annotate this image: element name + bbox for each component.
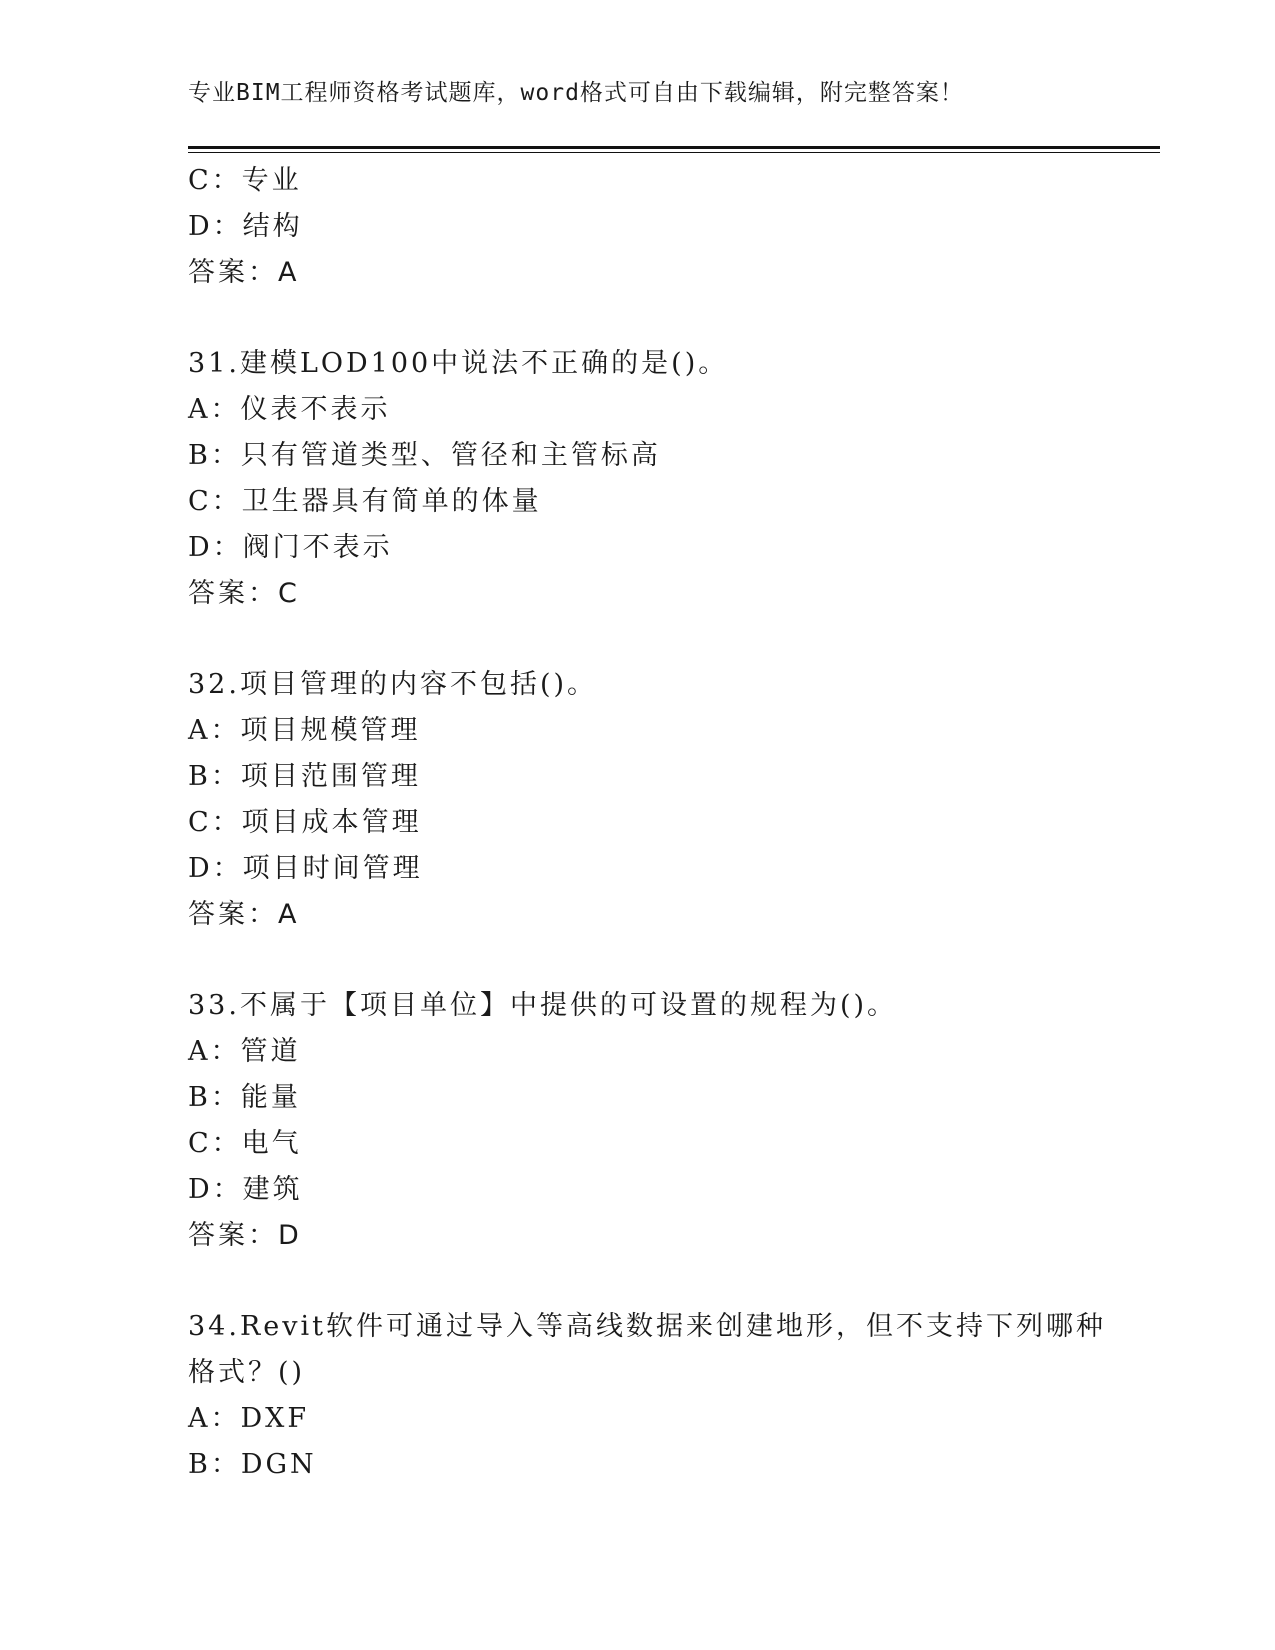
- option-text: 卫生器具有简单的体量: [241, 486, 542, 517]
- option-letter: C：: [188, 486, 242, 517]
- option-text: 能量: [240, 1082, 301, 1113]
- option-text: 建筑: [242, 1174, 303, 1205]
- spacer: [188, 1259, 1088, 1304]
- option-d: [188, 1167, 1088, 1213]
- option-text: 项目规模管理: [240, 715, 421, 746]
- option-a: [188, 708, 1088, 754]
- option-text: 阀门不表示: [242, 532, 393, 563]
- option-c: [188, 800, 1088, 846]
- option-letter: C：: [188, 807, 242, 838]
- option-text: 只有管道类型、管径和主管标高: [240, 440, 661, 471]
- option-letter: C：: [188, 1128, 242, 1159]
- option-letter: D：: [188, 853, 243, 884]
- option-text: 项目范围管理: [240, 761, 421, 792]
- spacer: [188, 617, 1088, 662]
- option-b: [188, 1075, 1088, 1121]
- option-text: DXF: [240, 1403, 310, 1434]
- option-letter: A：: [188, 394, 241, 425]
- option-c: [188, 158, 1088, 204]
- option-letter: A：: [188, 715, 241, 746]
- question-stem: 31.建模LOD100中说法不正确的是()。: [188, 348, 729, 379]
- option-a: [188, 1029, 1088, 1075]
- question-stem: 34.Revit软件可通过导入等高线数据来创建地形，但不支持下列哪种: [188, 1311, 1106, 1342]
- header-rule-thin: [188, 152, 1160, 153]
- option-letter: A：: [188, 1036, 241, 1067]
- header-rule-thick: [188, 146, 1160, 149]
- option-letter: B：: [188, 1082, 241, 1113]
- option-letter: D：: [188, 532, 243, 563]
- spacer: [188, 296, 1088, 341]
- option-text: 电气: [241, 1128, 302, 1159]
- question-stem: 32.项目管理的内容不包括()。: [188, 669, 598, 700]
- option-text: 结构: [242, 211, 303, 242]
- option-text: 项目时间管理: [242, 853, 423, 884]
- option-c: [188, 1121, 1088, 1167]
- option-text: 专业: [241, 165, 302, 196]
- option-d: [188, 525, 1088, 571]
- option-letter: B：: [188, 1449, 241, 1480]
- option-letter: C：: [188, 165, 242, 196]
- question-stem-continued: 格式？(): [188, 1357, 306, 1388]
- question-stem: 33.不属于【项目单位】中提供的可设置的规程为()。: [188, 990, 898, 1021]
- option-text: 仪表不表示: [240, 394, 391, 425]
- option-b: [188, 1442, 1088, 1488]
- option-b: [188, 754, 1088, 800]
- answer-line: 答案：A: [188, 257, 300, 288]
- option-d: [188, 204, 1088, 250]
- option-a: [188, 1396, 1088, 1442]
- option-a: [188, 387, 1088, 433]
- option-letter: B：: [188, 440, 241, 471]
- answer-line: 答案：D: [188, 1220, 302, 1251]
- option-letter: B：: [188, 761, 241, 792]
- option-text: 项目成本管理: [241, 807, 422, 838]
- option-letter: A：: [188, 1403, 241, 1434]
- option-d: [188, 846, 1088, 892]
- option-letter: D：: [188, 1174, 243, 1205]
- option-letter: D：: [188, 211, 243, 242]
- page-header: 专业BIM工程师资格考试题库，word格式可自由下载编辑，附完整答案！: [188, 80, 964, 106]
- option-c: [188, 479, 1088, 525]
- option-text: 管道: [240, 1036, 301, 1067]
- spacer: [188, 938, 1088, 983]
- answer-line: 答案：A: [188, 899, 300, 930]
- question-list: [188, 158, 1106, 1488]
- option-b: [188, 433, 1088, 479]
- option-text: DGN: [240, 1449, 317, 1480]
- answer-line: 答案：C: [188, 578, 300, 609]
